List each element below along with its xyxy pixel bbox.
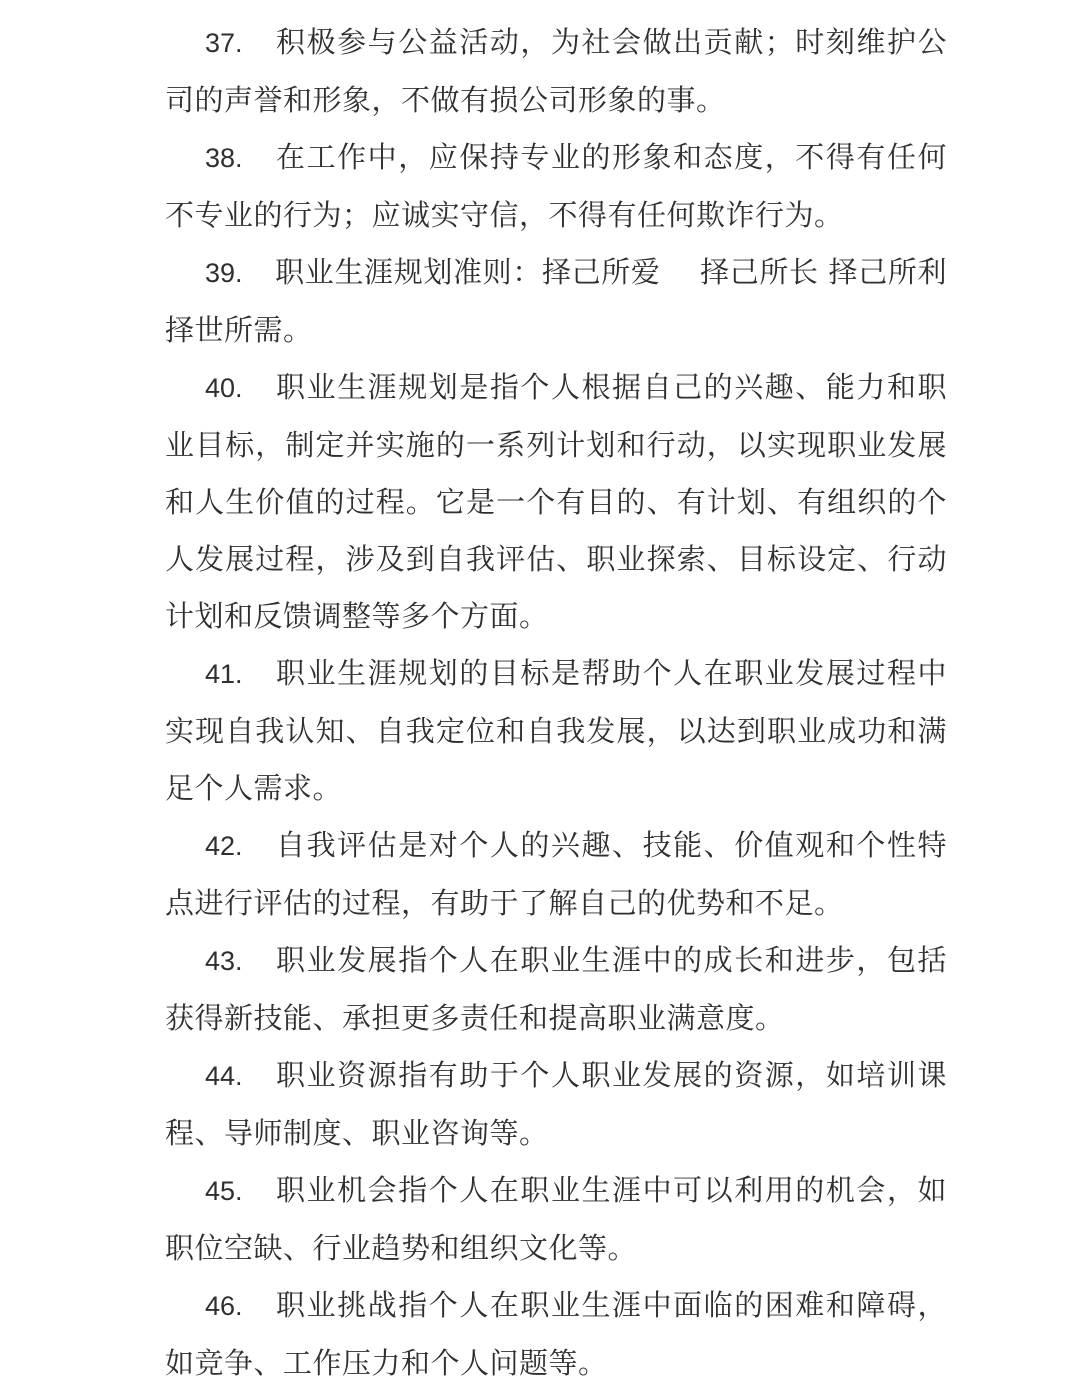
item-number: 41. [205,659,243,689]
item-number: 37. [205,28,243,58]
list-item [165,1047,947,1162]
numbered-list [165,14,947,1392]
item-number: 38. [205,143,243,173]
item-number: 43. [205,946,243,976]
list-item [165,1277,947,1392]
list-item [165,932,947,1047]
item-text: 在工作中，应保持专业的形象和态度，不得有任何不专业的行为；应诚实守信，不得有任何欺诈行为。 [165,140,947,232]
item-number: 40. [205,373,243,403]
list-item [165,359,947,645]
item-text: 职业发展指个人在职业生涯中的成长和进步，包括获得新技能、承担更多责任和提高职业满意度。 [165,943,947,1035]
item-text: 职业机会指个人在职业生涯中可以利用的机会，如职位空缺、行业趋势和组织文化等。 [165,1173,947,1265]
item-text: 职业生涯规划准则：择己所爱 择己所长 择己所利 择世所需。 [165,255,947,347]
item-text: 职业生涯规划的目标是帮助个人在职业发展过程中实现自我认知、自我定位和自我发展，以达到职业成功和满足个人需求。 [165,656,947,805]
item-text: 职业生涯规划是指个人根据自己的兴趣、能力和职业目标，制定并实施的一系列计划和行动，以实现职业发展和人生价值的过程。它是一个有目的、有计划、有组织的个人发展过程，涉及到自我评估、职业探索、目标设定、行动计划和反馈调整等多个方面。 [165,370,947,633]
item-text: 职业资源指有助于个人职业发展的资源，如培训课程、导师制度、职业咨询等。 [165,1058,947,1150]
item-number: 46. [205,1291,243,1321]
list-item [165,14,947,129]
list-item [165,645,947,817]
item-number: 44. [205,1061,243,1091]
item-text: 职业挑战指个人在职业生涯中面临的困难和障碍，如竞争、工作压力和个人问题等。 [165,1288,947,1380]
list-item [165,1162,947,1277]
list-item [165,129,947,244]
item-number: 42. [205,831,243,861]
list-item [165,244,947,359]
list-item [165,817,947,932]
item-number: 39. [205,258,243,288]
item-number: 45. [205,1176,243,1206]
item-text: 自我评估是对个人的兴趣、技能、价值观和个性特点进行评估的过程，有助于了解自己的优势和不足。 [165,828,947,920]
item-text: 积极参与公益活动，为社会做出贡献；时刻维护公司的声誉和形象，不做有损公司形象的事。 [165,25,947,117]
